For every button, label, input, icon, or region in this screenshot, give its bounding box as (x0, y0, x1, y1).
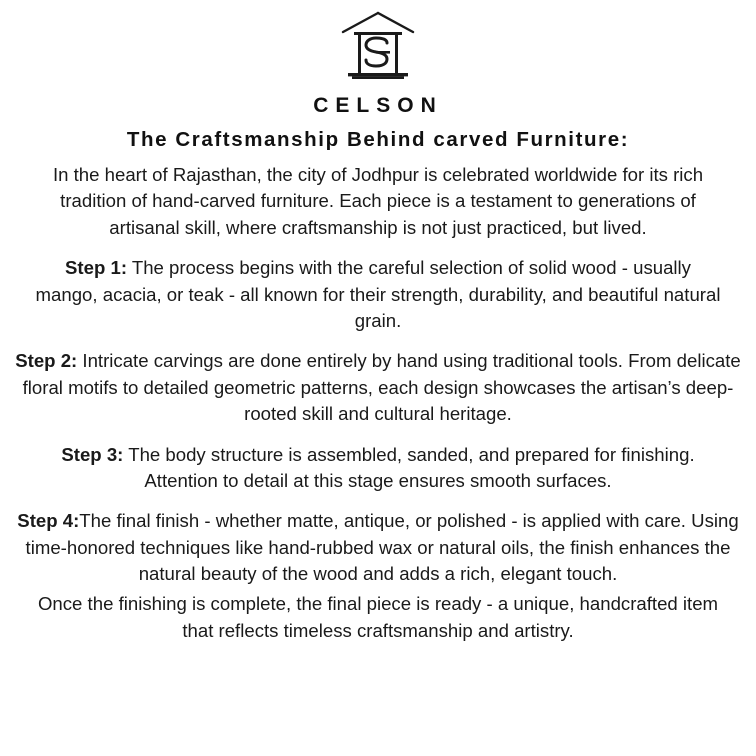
paragraph-intro-text: In the heart of Rajasthan, the city of Jodhpur is celebrated worldwide for its rich tradition of hand-carved furniture. Each piece is a testament to generations of artisanal skill, where craftsmanship is not just practiced, but lived. (52, 164, 704, 238)
paragraph-step-3 (25, 442, 731, 495)
step-4-label: Step 4: (17, 510, 80, 532)
step-3-text: The body structure is assembled, sanded, and prepared for finishing. Attention to detail at this stage ensures smooth surfaces. (123, 443, 695, 491)
step-1-text: The process begins with the careful selection of solid wood - usually mango, acacia, or teak - all known for their strength, durability, and beautiful natural grain. (35, 257, 721, 331)
paragraph-step-2 (8, 348, 748, 427)
step-3-label: Step 3: (61, 443, 124, 465)
paragraph-step-4 (10, 508, 746, 587)
paragraph-closing-text: Once the finishing is complete, the final piece is ready - a unique, handcrafted item that reflects timeless craftsmanship and artistry. (37, 593, 719, 641)
paragraph-intro (33, 162, 723, 241)
step-1-label: Step 1: (65, 257, 128, 279)
paragraph-closing (28, 591, 728, 644)
paragraph-step-1 (33, 255, 723, 334)
step-2-label: Step 2: (15, 350, 78, 372)
brand-name: CELSON (313, 94, 443, 117)
step-4-text: The final finish - whether matte, antique, or polished - is applied with care. Using time-honored techniques like hand-rubbed wax or natural oils, the finish enhances the natural beauty of the wood and adds a rich, elegant touch. (25, 510, 739, 585)
step-2-text: Intricate carvings are done entirely by hand using traditional tools. From delicate floral motifs to detailed geometric patterns, each design showcases the artisan’s deep-rooted skill and cultural heritage. (22, 350, 741, 425)
brand-logo (22, 10, 734, 86)
celson-house-monogram-icon (335, 10, 421, 86)
page-title: The Craftsmanship Behind carved Furniture: (126, 128, 630, 151)
